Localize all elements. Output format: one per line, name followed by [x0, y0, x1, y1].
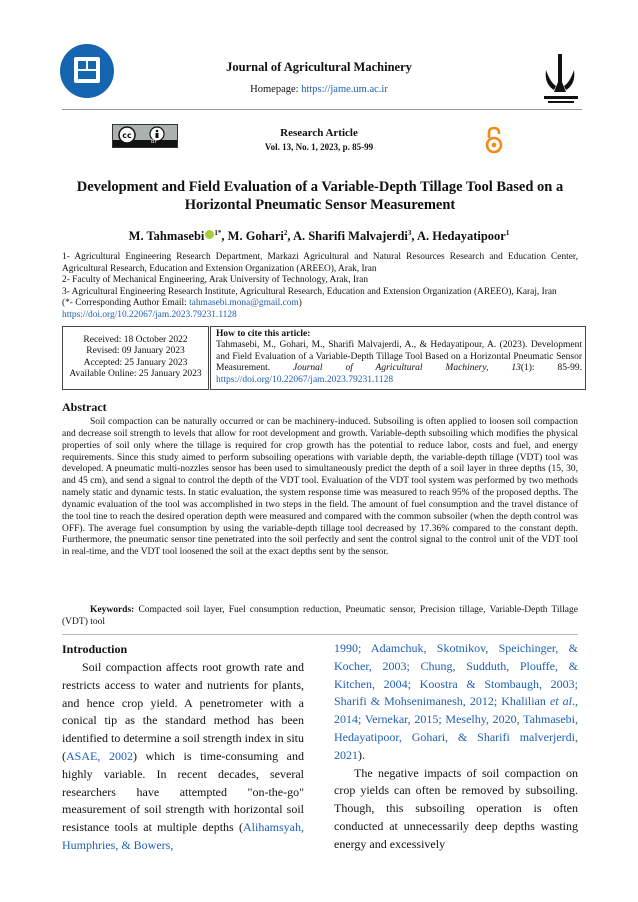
intro-column-right	[334, 640, 578, 854]
intro-paragraph: The negative impacts of soil compaction on crop yields can often be removed by subsoiling. Though, this subsoiling operation is often conducted at unnecessarily deep depths wasting energy and excessively	[334, 765, 578, 851]
citation-journal: Journal of Agricultural Machinery	[292, 363, 487, 374]
author-separator: ,	[287, 229, 293, 244]
article-type: Research Article	[280, 127, 358, 139]
online-date: Available Online: 25 January 2023	[69, 369, 202, 380]
citation-pages: (1): 85-99.	[520, 363, 582, 374]
intro-column-left	[62, 659, 304, 855]
intro-paragraph	[334, 640, 578, 765]
affiliations	[62, 252, 578, 322]
homepage-label: Homepage:	[250, 84, 302, 95]
svg-text:cc: cc	[122, 131, 132, 140]
keywords	[62, 605, 578, 629]
corresponding-suffix: )	[298, 298, 302, 309]
author-affil-sup: 1*	[214, 229, 222, 237]
corresponding-prefix: (*- Corresponding Author Email:	[62, 298, 190, 309]
author-list	[0, 229, 638, 244]
author-separator: ,	[411, 229, 417, 244]
homepage-link[interactable]: https://jame.um.ac.ir	[301, 84, 388, 95]
author-affil-sup: 3	[407, 229, 412, 237]
reference-link[interactable]: Alihamsyah, Humphries, & Bowers,	[62, 820, 304, 852]
affiliation-1: 1- Agricultural Engineering Research Department, Markazi Agricultural and Natural Resources Research and Education Center, Agricultural Research, Education and Extension Organization (AREEO), Arak, Iran	[62, 252, 578, 274]
intro-text: ) which is time-consuming and highly variable. In recent decades, several researchers have attempted "on-the-go" measurement of soil strength with horizontal soil resistance tools at multiple depths (	[62, 748, 305, 835]
author-name: A. Hedayatipoor	[416, 229, 506, 244]
keywords-label: Keywords:	[90, 605, 135, 615]
header-divider	[62, 109, 582, 110]
abstract-text: Soil compaction can be naturally occurred or can be machinery-induced. Subsoiling is often applied to loosen soil compaction and decrease soil strength to levels that allow for root development and growth. Variable-depth subsoiling which modifies the physical properties of soil only where the tillage is required for crop growth has the potential to reduce labor, costs and fuel, and energy requirements. Since this study aimed to perform subsoiling operations with variable depth, the variable-depth tillage (VDT) tool was developed. A pneumatic multi-nozzles sensor has been used to simultaneously predict the depth of a soil layer in three depths (15, 30, and 45 cm), and send a signal to control the depth of the VDT tool. Evaluation of the VDT tool system was performed by two methods namely static and dynamic tests. In static evaluation, the system response time was measured to reach 95% of the proposed depths. The dynamic evaluation of the tool was accomplished in two steps in the field. The amount of fuel consumption and the travel distance of the tool tine to reach the desired operation depth were measured and compared with the common subsoiler (when the depth control was OFF). The average fuel consumption by using the variable-depth tillage tool decreased by 17.36% compared to the constant depth. Furthermore, the pneumatic sensor tine penetrated into the soil perfectly and sent the control signal to the control unit of the VDT tool in real-time, and the VDT tool loosened the soil at the exact depths sent by the sensor.	[62, 417, 578, 558]
revised-date: Revised: 09 January 2023	[86, 346, 185, 357]
citation-volume: , 13	[486, 363, 521, 374]
received-date: Received: 18 October 2022	[83, 335, 188, 345]
reference-link[interactable]: ASAE, 2002	[66, 748, 133, 763]
author-name: M. Gohari	[227, 229, 284, 244]
author-separator: ,	[221, 229, 228, 244]
keywords-list: Compacted soil layer, Fuel consumption reduction, Pneumatic sensor, Precision tillage, Variable-Depth Tillage (VDT) tool	[62, 605, 578, 627]
reference-links[interactable]: 1990; Adamchuk, Skotnikov, Speichinger, & Kocher, 2003; Chung, Sudduth, Plouffe, & Kitchen, 2004; Koostra & Stombaugh, 2003; Sharifi & Mohsenimanesh, 2012; Khalilian	[334, 641, 578, 709]
citation-box	[210, 326, 586, 390]
volume-info: Vol. 13, No. 1, 2023, p. 85-99	[264, 142, 374, 152]
citation-body: Tahmasebi, M., Gohari, M., Sharifi Malvajerdi, A., & Hedayatipour, A. (2023). Development and Field Evaluation of a Variable-Depth Tillage Tool Based on a Horizontal Pneumatic Sensor Measurement.	[216, 340, 582, 374]
accepted-date: Accepted: 25 January 2023	[83, 357, 188, 368]
author-affil-sup: 1	[505, 229, 510, 237]
reference-links[interactable]: ., 2014; Vernekar, 2015; Meselhy, 2020, Tahmasebi, Hedayatipoor, Gohari, & Sharifi malverjerdi, 2021	[334, 694, 579, 762]
affiliation-3: 3- Agricultural Engineering Research Institute, Agricultural Research, Education and Extension Organization (AREEO), Karaj, Iran	[62, 286, 557, 297]
cc-by-label: BY	[151, 139, 158, 145]
abstract-heading: Abstract	[62, 400, 107, 414]
introduction-heading: Introduction	[62, 642, 128, 656]
intro-text: Soil compaction affects root growth rate and restricts access to water and nutrients for plants, and hence crop yield. A penetrometer with a conical tip as the standard method has been identified to determine a soil strength index in situ (	[62, 660, 304, 763]
intro-text: ).	[358, 747, 365, 762]
citation-text	[216, 340, 582, 386]
section-divider	[62, 634, 578, 635]
homepage-line	[0, 84, 638, 95]
author-affil-sup: 2	[283, 229, 288, 237]
affiliation-2: 2- Faculty of Mechanical Engineering, Arak University of Technology, Arak, Iran	[62, 275, 369, 286]
doi-link[interactable]: https://doi.org/10.22067/jam.2023.79231.1128	[62, 309, 237, 320]
author-name: M. Tahmasebi	[128, 229, 205, 244]
journal-title: Journal of Agricultural Machinery	[226, 60, 412, 74]
citation-doi-link[interactable]: https://doi.org/10.22067/jam.2023.79231.1128	[216, 374, 394, 385]
reference-etal[interactable]: et al	[549, 694, 573, 709]
corresponding-author	[62, 298, 578, 310]
citation-heading: How to cite this article:	[216, 329, 311, 339]
author-name: A. Sharifi Malvajerdi	[292, 229, 408, 244]
dates-box	[62, 326, 209, 390]
corresponding-email-link[interactable]: tahmasebi.mona@gmail.com	[189, 298, 299, 309]
open-access-icon	[484, 126, 504, 154]
paper-title: Development and Field Evaluation of a Variable-Depth Tillage Tool Based on a Horizontal Pneumatic Sensor Measurement	[76, 179, 564, 213]
